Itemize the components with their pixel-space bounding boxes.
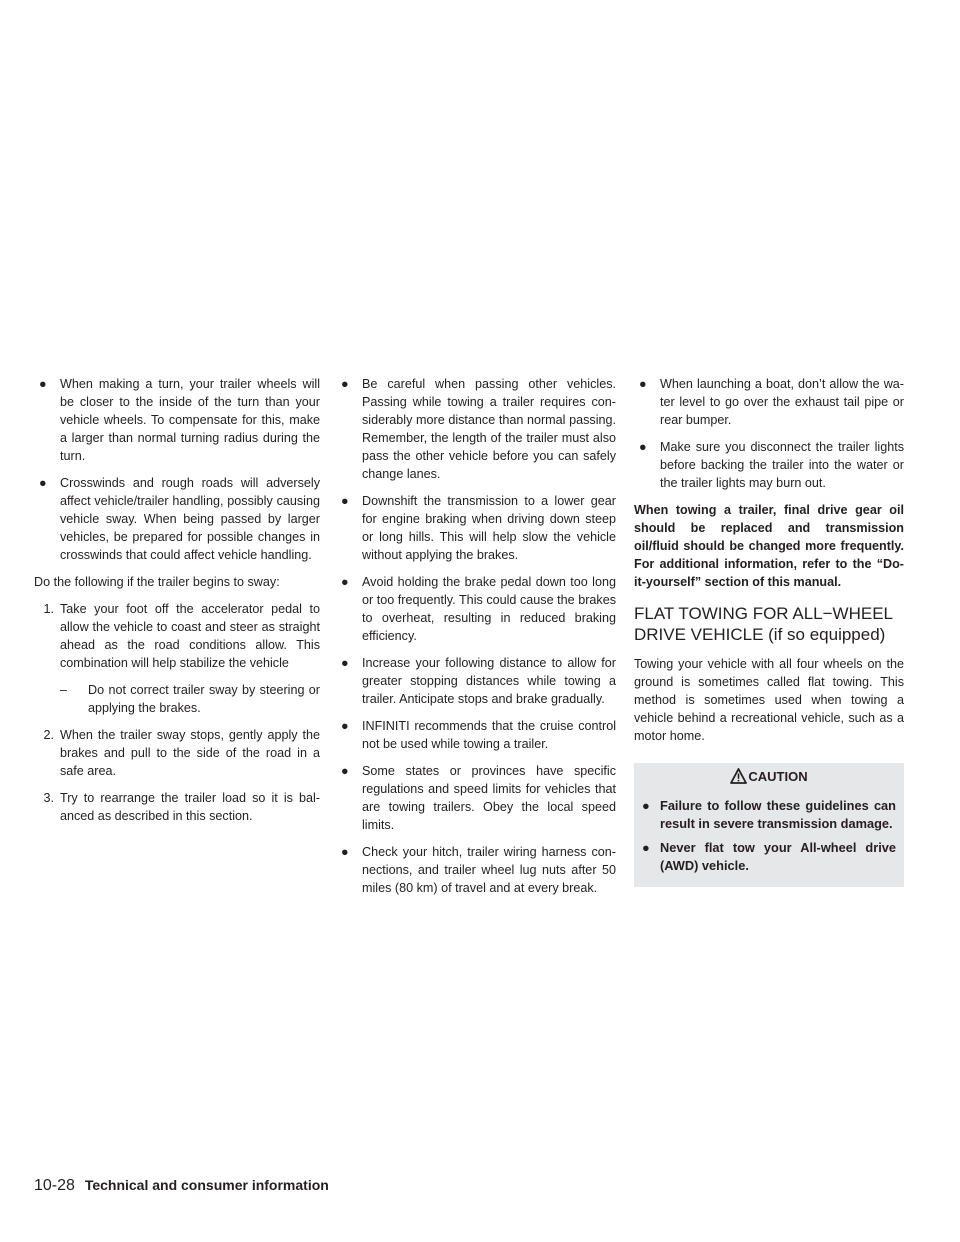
caution-item-text: Failure to follow these guidelines can result in severe transmission damage. xyxy=(660,798,896,831)
maintenance-note: When towing a trailer, final drive gear oil should be replaced and transmission oil/fluid should be changed more frequently. For additional information, refer to the “Do-it-yourself” section of this manual. xyxy=(634,503,904,589)
dash-icon: – xyxy=(60,683,68,697)
list-item xyxy=(336,492,616,564)
bullet-text: Check your hitch, trailer wiring harness connections, and trailer wheel lug nuts after 50 miles (80 km) of travel and at every break. xyxy=(362,845,616,895)
list-item xyxy=(336,375,616,483)
bullet-text: When launching a boat, don’t allow the water level to go over the exhaust tail pipe or rear bumper. xyxy=(660,377,904,427)
caution-body xyxy=(634,791,904,883)
page-footer xyxy=(34,1175,329,1196)
bullet-icon: ● xyxy=(341,494,349,508)
section-heading-line-2: DRIVE VEHICLE (if so equipped) xyxy=(634,625,886,644)
sub-item-text: Do not correct trailer sway by steering or applying the brakes. xyxy=(88,683,320,715)
list-item xyxy=(634,375,904,429)
page-number: 10-28 xyxy=(34,1177,75,1194)
column-2 xyxy=(336,375,616,906)
column-1 xyxy=(34,375,320,834)
bullet-icon: ● xyxy=(39,377,47,391)
bullet-text: INFINITI recommends that the cruise control not be used while towing a trailer. xyxy=(362,719,616,751)
bullet-icon: ● xyxy=(341,377,349,391)
list-item xyxy=(34,375,320,465)
bullet-icon: ● xyxy=(341,719,349,733)
list-item xyxy=(336,762,616,834)
bullet-icon: ● xyxy=(642,798,650,813)
bullet-icon: ● xyxy=(341,764,349,778)
section-heading-line-1: FLAT TOWING FOR ALL−WHEEL xyxy=(634,604,894,623)
section-heading xyxy=(634,603,904,645)
bullet-icon: ● xyxy=(341,656,349,670)
list-item xyxy=(336,843,616,897)
bullet-icon: ● xyxy=(39,476,47,490)
bullet-text: Increase your following distance to allow for greater stopping distances while towing a trailer. Anticipate stops and brake gradually. xyxy=(362,656,616,706)
list-item xyxy=(336,654,616,708)
step-text: When the trailer sway stops, gently apply the brakes and pull to the side of the road in a safe area. xyxy=(60,728,320,778)
bullet-text: Make sure you disconnect the trailer lights before backing the trailer into the water or the trailer lights may burn out. xyxy=(660,440,904,490)
step-text: Try to rearrange the trailer load so it is balanced as described in this section. xyxy=(60,791,320,823)
caution-item xyxy=(640,839,896,875)
list-item xyxy=(336,573,616,645)
step-number: 1. xyxy=(43,602,54,616)
bullet-text: When making a turn, your trailer wheels will be closer to the inside of the turn than your vehicle wheels. To compensate for this, make a larger than normal turning radius during the turn. xyxy=(60,377,320,463)
bullet-icon: ● xyxy=(642,840,650,855)
column-3 xyxy=(634,375,904,887)
caution-item xyxy=(640,797,896,833)
flat-towing-paragraph: Towing your vehicle with all four wheels on the ground is sometimes called flat towing. This method is sometimes used when towing a vehicle behind a recreational vehicle, such as a motor home. xyxy=(634,657,904,743)
list-item xyxy=(34,474,320,564)
caution-box xyxy=(634,763,904,887)
chapter-title: Technical and consumer information xyxy=(84,1177,329,1193)
warning-triangle-icon xyxy=(730,768,747,791)
caution-item-text: Never flat tow your All-wheel drive (AWD) vehicle. xyxy=(660,840,896,873)
step-item xyxy=(34,600,320,672)
sway-intro: Do the following if the trailer begins to sway: xyxy=(34,575,280,589)
sub-item xyxy=(34,681,320,717)
step-number: 3. xyxy=(43,791,54,805)
list-item xyxy=(336,717,616,753)
bullet-icon: ● xyxy=(341,575,349,589)
bullet-icon: ● xyxy=(341,845,349,859)
bullet-icon: ● xyxy=(639,440,647,454)
bullet-text: Avoid holding the brake pedal down too long or too frequently. This could cause the brakes to overheat, resulting in reduced braking efficiency. xyxy=(362,575,616,643)
step-number: 2. xyxy=(43,728,54,742)
bullet-text: Some states or provinces have specific regulations and speed limits for vehicles that are towing trailers. Obey the local speed limits. xyxy=(362,764,616,832)
bullet-icon: ● xyxy=(639,377,647,391)
caution-header xyxy=(634,763,904,791)
bullet-text: Be careful when passing other vehicles. Passing while towing a trailer requires considerably more distance than normal passing. Remember, the length of the trailer must also pass the other vehicle before you can safely change lanes. xyxy=(362,377,616,481)
bullet-text: Crosswinds and rough roads will adversely affect vehicle/trailer handling, possibly causing vehicle sway. When being passed by larger vehicles, be prepared for possible changes in crosswinds that could affect vehicle handling. xyxy=(60,476,320,562)
step-item xyxy=(34,789,320,825)
caution-title: CAUTION xyxy=(748,769,808,784)
step-text: Take your foot off the accelerator pedal to allow the vehicle to coast and steer as straight ahead as the road conditions allow. This combination will help stabilize the vehicle xyxy=(60,602,320,670)
bullet-text: Downshift the transmission to a lower gear for engine braking when driving down steep or long hills. This will help slow the vehicle without applying the brakes. xyxy=(362,494,616,562)
list-item xyxy=(634,438,904,492)
step-item xyxy=(34,726,320,780)
